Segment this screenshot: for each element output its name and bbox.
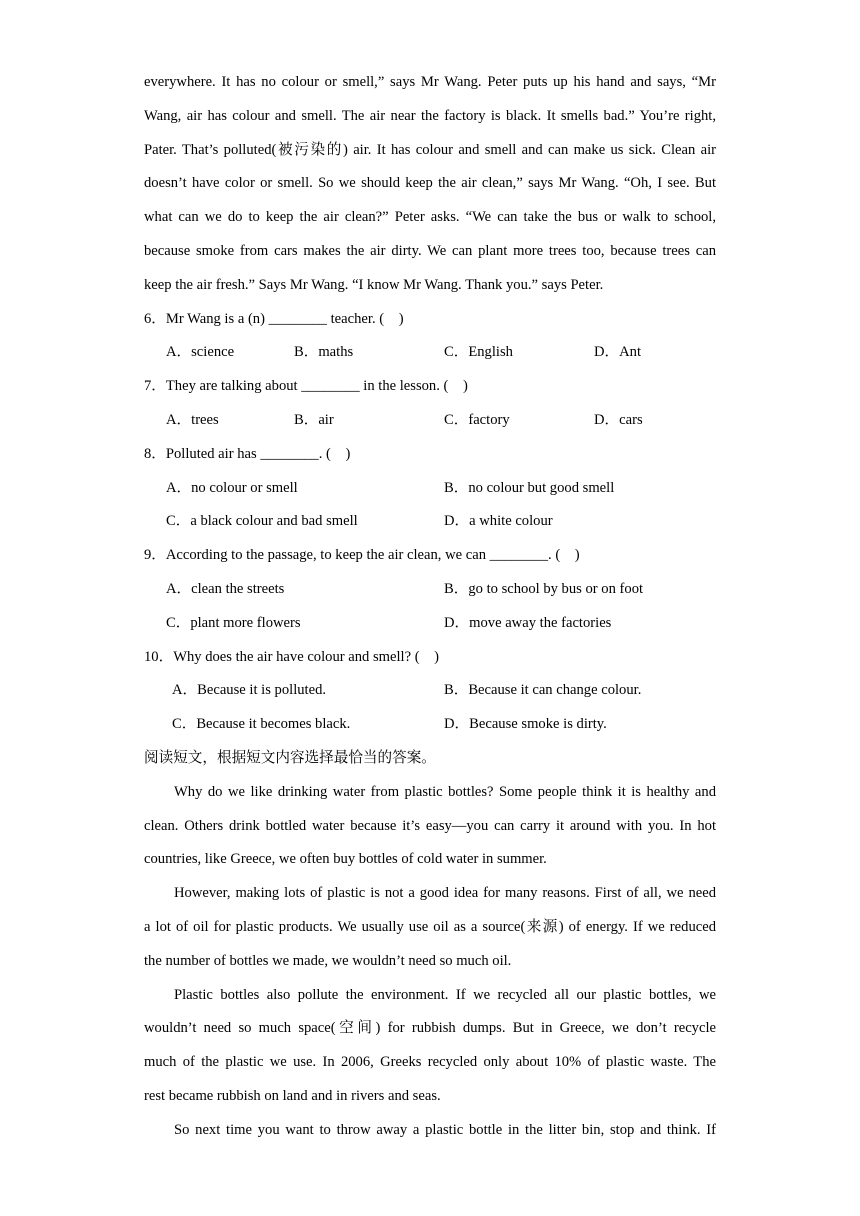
passage-line: Pater. That’s polluted(被污染的) air. It has colour and smell and can make us sick. Clean air — [144, 142, 716, 158]
passage-line: rest became rubbish on land and in rivers and seas. — [144, 1088, 441, 1104]
passage-line: countries, like Greece, we often buy bottles of cold water in summer. — [144, 851, 547, 867]
option-b[interactable]: B．air — [294, 412, 334, 428]
passage-line: However, making lots of plastic is not a good idea for many reasons. First of all, we need — [174, 885, 716, 901]
passage-line: clean. Others drink bottled water because it’s easy—you can carry it around with you. In hot — [144, 818, 716, 834]
passage-line: a lot of oil for plastic products. We usually use oil as a source(来源) of energy. If we reduced — [144, 919, 716, 935]
question-stem: 9．According to the passage, to keep the air clean, we can ________. ( ) — [144, 547, 580, 563]
option-c[interactable]: C．factory — [444, 412, 510, 428]
option-d[interactable]: D．Because smoke is dirty. — [444, 716, 607, 732]
content-column — [144, 0, 716, 1216]
passage-line: much of the plastic we use. In 2006, Greeks recycled only about 10% of plastic waste. The — [144, 1054, 716, 1070]
passage-line: Why do we like drinking water from plastic bottles? Some people think it is healthy and — [174, 784, 716, 800]
option-d[interactable]: D．a white colour — [444, 513, 553, 529]
option-d[interactable]: D．move away the factories — [444, 615, 612, 631]
option-b[interactable]: B．go to school by bus or on foot — [444, 581, 644, 597]
option-a[interactable]: A．science — [166, 344, 235, 360]
passage-line: Wang, air has colour and smell. The air near the factory is black. It smells bad.” You’re right, — [144, 108, 716, 124]
question-stem: 10．Why does the air have colour and smell? ( ) — [144, 649, 440, 665]
passage-line: because smoke from cars makes the air dirty. We can plant more trees too, because trees can — [144, 243, 716, 259]
question-stem: 7．They are talking about ________ in the lesson. ( ) — [144, 378, 468, 394]
option-c[interactable]: C．plant more flowers — [166, 615, 301, 631]
option-b[interactable]: B．maths — [294, 344, 354, 360]
option-a[interactable]: A．trees — [166, 412, 219, 428]
passage-line: everywhere. It has no colour or smell,” says Mr Wang. Peter puts up his hand and says, “Mr — [144, 74, 716, 90]
passage-line: doesn’t have color or smell. So we should keep the air clean,” says Mr Wang. “Oh, I see. But — [144, 175, 716, 191]
question-stem: 8．Polluted air has ________. ( ) — [144, 446, 351, 462]
option-a[interactable]: A．clean the streets — [166, 581, 285, 597]
option-d[interactable]: D．cars — [594, 412, 643, 428]
passage-line: the number of bottles we made, we wouldn’t need so much oil. — [144, 953, 512, 969]
passage-line: Plastic bottles also pollute the environment. If we recycled all our plastic bottles, we — [174, 987, 716, 1003]
section-instruction: 阅读短文，根据短文内容选择最恰当的答案。 — [144, 750, 436, 766]
passage-line: keep the air fresh.” Says Mr Wang. “I know Mr Wang. Thank you.” says Peter. — [144, 277, 604, 293]
option-c[interactable]: C．English — [444, 344, 513, 360]
passage-line: what can we do to keep the air clean?” Peter asks. “We can take the bus or walk to school, — [144, 209, 716, 225]
option-d[interactable]: D．Ant — [594, 344, 642, 360]
option-a[interactable]: A．Because it is polluted. — [172, 682, 327, 698]
option-b[interactable]: B．no colour but good smell — [444, 480, 615, 496]
option-c[interactable]: C．Because it becomes black. — [172, 716, 351, 732]
option-a[interactable]: A．no colour or smell — [166, 480, 298, 496]
question-stem: 6．Mr Wang is a (n) ________ teacher. ( ) — [144, 311, 404, 327]
option-b[interactable]: B．Because it can change colour. — [444, 682, 642, 698]
passage-line: wouldn’t need so much space(空间) for rubbish dumps. But in Greece, we don’t recycle — [144, 1020, 716, 1036]
option-c[interactable]: C．a black colour and bad smell — [166, 513, 358, 529]
passage-line: So next time you want to throw away a plastic bottle in the litter bin, stop and think. If — [174, 1122, 716, 1138]
